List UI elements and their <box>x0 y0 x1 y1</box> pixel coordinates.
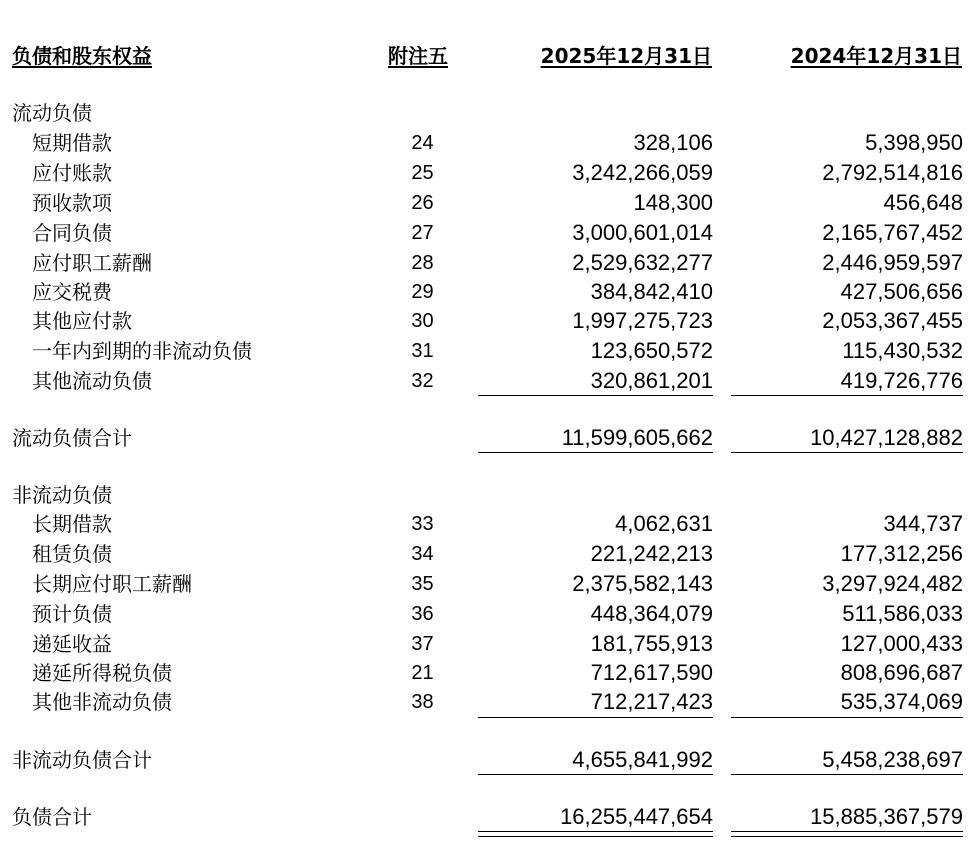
row-value-2024: 535,374,069 <box>840 689 963 714</box>
row-note: 29 <box>411 281 434 303</box>
row-value-2024: 15,885,367,579 <box>810 804 963 829</box>
row-label: 其他非流动负债 <box>32 690 172 714</box>
row-label: 其他应付款 <box>32 309 132 333</box>
row-value-2025: 4,655,841,992 <box>572 747 713 772</box>
row-note: 33 <box>411 513 434 535</box>
row-label: 合同负债 <box>32 221 112 245</box>
row-note: 27 <box>411 222 434 244</box>
row-value-2024: 127,000,433 <box>840 631 963 656</box>
table-row <box>0 128 978 158</box>
row-value-2024: 456,648 <box>883 190 963 215</box>
row-value-2025: 148,300 <box>633 190 713 215</box>
total-rule <box>478 452 713 453</box>
table-row <box>0 218 978 248</box>
row-value-2024: 3,297,924,482 <box>822 571 963 596</box>
row-value-2025: 384,842,410 <box>590 279 713 304</box>
row-value-2024: 177,312,256 <box>840 541 963 566</box>
row-value-2024: 2,165,767,452 <box>822 220 963 245</box>
table-row <box>0 629 978 659</box>
row-value-2025: 3,000,601,014 <box>572 220 713 245</box>
subtotal-row-current <box>0 423 978 453</box>
total-rule <box>731 774 963 775</box>
row-note: 38 <box>411 691 434 713</box>
table-row <box>0 336 978 366</box>
row-label: 短期借款 <box>32 131 112 155</box>
section-heading-current <box>0 98 978 128</box>
column-header-item: 负债和股东权益 <box>12 44 152 68</box>
row-label: 应付账款 <box>32 161 112 185</box>
row-value-2024: 5,458,238,697 <box>822 747 963 772</box>
row-value-2025: 2,529,632,277 <box>572 250 713 275</box>
row-note: 34 <box>411 543 434 565</box>
total-rule <box>478 774 713 775</box>
row-note: 32 <box>411 370 434 392</box>
table-row <box>0 687 978 717</box>
row-label: 租赁负债 <box>32 542 112 566</box>
row-label: 预计负债 <box>32 602 112 626</box>
row-value-2024: 511,586,033 <box>842 601 963 626</box>
row-value-2025: 328,106 <box>633 130 713 155</box>
subtotal-rule <box>478 395 713 396</box>
row-value-2025: 320,861,201 <box>590 368 713 393</box>
row-value-2025: 3,242,266,059 <box>572 160 713 185</box>
row-label: 递延所得税负债 <box>32 661 172 685</box>
grand-total-row <box>0 802 978 832</box>
row-note: 21 <box>411 662 434 684</box>
row-note: 25 <box>411 162 434 184</box>
row-value-2025: 16,255,447,654 <box>560 804 713 829</box>
row-value-2024: 2,792,514,816 <box>822 160 963 185</box>
row-label: 长期应付职工薪酬 <box>32 572 192 596</box>
table-row <box>0 658 978 688</box>
row-value-2024: 115,430,532 <box>842 338 963 363</box>
row-value-2025: 1,997,275,723 <box>572 308 713 333</box>
subtotal-row-noncurrent <box>0 745 978 775</box>
row-value-2024: 2,053,367,455 <box>822 308 963 333</box>
column-header-2025: 2025年12月31日 <box>540 44 712 68</box>
column-header-2024: 2024年12月31日 <box>790 44 962 68</box>
row-label: 应交税费 <box>32 280 112 304</box>
row-note: 26 <box>411 192 434 214</box>
row-label: 其他流动负债 <box>32 369 152 393</box>
row-value-2024: 5,398,950 <box>865 130 963 155</box>
table-row <box>0 539 978 569</box>
section-heading-label: 非流动负债 <box>12 483 112 507</box>
table-row <box>0 158 978 188</box>
row-note: 35 <box>411 573 434 595</box>
total-rule <box>731 452 963 453</box>
table-row <box>0 509 978 539</box>
row-note: 37 <box>411 633 434 655</box>
row-value-2024: 427,506,656 <box>840 279 963 304</box>
row-label: 应付职工薪酬 <box>32 251 152 275</box>
row-value-2024: 808,696,687 <box>840 660 963 685</box>
table-row <box>0 366 978 396</box>
row-note: 28 <box>411 252 434 274</box>
row-label: 长期借款 <box>32 512 112 536</box>
row-value-2025: 11,599,605,662 <box>561 425 713 450</box>
section-heading-label: 流动负债 <box>12 101 92 125</box>
grand-total-double-rule <box>731 831 963 837</box>
row-note: 24 <box>411 132 434 154</box>
row-note: 30 <box>411 310 434 332</box>
subtotal-rule <box>731 717 963 718</box>
row-value-2025: 712,217,423 <box>590 689 713 714</box>
row-value-2025: 448,364,079 <box>590 601 713 626</box>
section-heading-noncurrent <box>0 480 978 510</box>
table-row <box>0 599 978 629</box>
grand-total-double-rule <box>478 831 713 837</box>
table-row <box>0 248 978 278</box>
row-note: 36 <box>411 603 434 625</box>
row-value-2025: 221,242,213 <box>590 541 713 566</box>
row-value-2024: 344,737 <box>883 511 963 536</box>
subtotal-rule <box>731 395 963 396</box>
row-label: 递延收益 <box>32 632 112 656</box>
row-note: 31 <box>411 340 434 362</box>
row-label: 一年内到期的非流动负债 <box>32 339 252 363</box>
subtotal-rule <box>478 717 713 718</box>
row-label: 流动负债合计 <box>12 426 132 450</box>
row-value-2025: 4,062,631 <box>615 511 713 536</box>
row-value-2024: 2,446,959,597 <box>822 250 963 275</box>
row-value-2024: 419,726,776 <box>840 368 963 393</box>
table-row <box>0 277 978 307</box>
row-label: 预收款项 <box>32 191 112 215</box>
column-header-note: 附注五 <box>388 44 448 68</box>
table-row <box>0 188 978 218</box>
row-label: 非流动负债合计 <box>12 748 152 772</box>
table-row <box>0 569 978 599</box>
row-label: 负债合计 <box>12 805 92 829</box>
table-row <box>0 306 978 336</box>
row-value-2025: 712,617,590 <box>590 660 713 685</box>
row-value-2024: 10,427,128,882 <box>810 425 963 450</box>
row-value-2025: 123,650,572 <box>590 338 713 363</box>
row-value-2025: 181,755,913 <box>590 631 713 656</box>
row-value-2025: 2,375,582,143 <box>572 571 713 596</box>
